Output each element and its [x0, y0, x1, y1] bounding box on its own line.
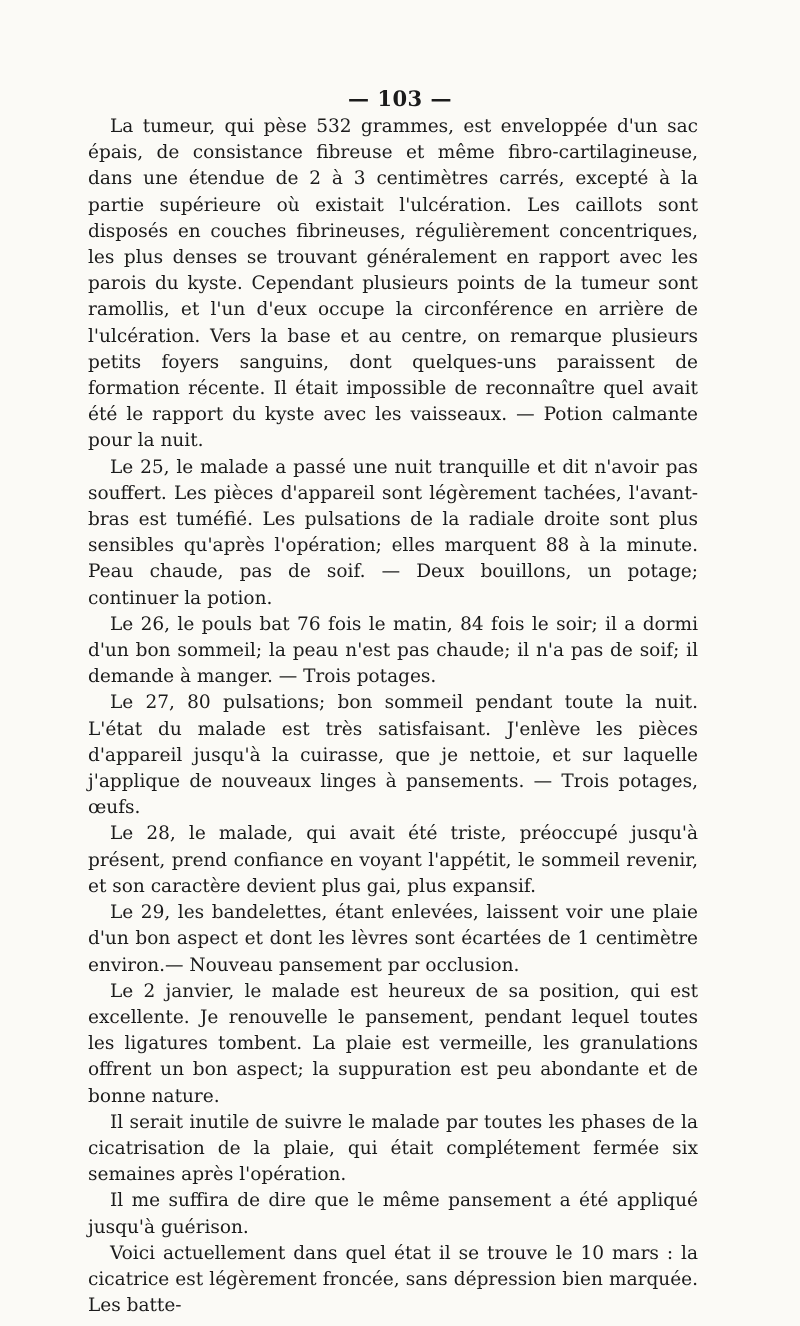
body-text — [88, 114, 698, 1319]
paragraph: Il me suffira de dire que le même pansement a été appliqué jusqu'à guérison. — [88, 1190, 698, 1238]
paragraph: Le 25, le malade a passé une nuit tranquille et dit n'avoir pas souffert. Les pièces d'appareil sont légèrement tachées, l'avant-bras est tuméfié. Les pulsations de la radiale droite sont plus sensibles qu'après l'opération; elles marquent 88 à la minute. Peau chaude, pas de soif. — Deux bouillons, un potage; continuer la potion. — [88, 456, 698, 609]
paragraph: Il serait inutile de suivre le malade par toutes les phases de la cicatrisation de la plaie, qui était complétement fermée six semaines après l'opération. — [88, 1111, 698, 1186]
page-number: — 103 — — [348, 86, 452, 111]
paragraph: Le 26, le pouls bat 76 fois le matin, 84 fois le soir; il a dormi d'un bon sommeil; la peau n'est pas chaude; il n'a pas de soif; il demande à manger. — Trois potages. — [88, 613, 698, 688]
paragraph: Le 28, le malade, qui avait été triste, préoccupé jusqu'à présent, prend confiance en voyant l'appétit, le sommeil revenir, et son caractère devient plus gai, plus expansif. — [88, 823, 698, 897]
paragraph: La tumeur, qui pèse 532 grammes, est enveloppée d'un sac épais, de consistance fibreuse et même fibro-cartilagineuse, dans une étendue de 2 à 3 centimètres carrés, excepté à la partie supérieure où existait l'ulcération. Les caillots sont disposés en couches fibrineuses, régulièrement concentriques, les plus denses se trouvant généralement en rapport avec les parois du kyste. Cependant plusieurs points de la tumeur sont ramollis, et l'un d'eux occupe la circonférence en arrière de l'ulcération. Vers la base et au centre, on remarque plusieurs petits foyers sanguins, dont quelques-uns paraissent de formation récente. Il était impossible de reconnaître quel avait été le rapport du kyste avec les vaisseaux. — Potion calmante pour la nuit. — [88, 116, 698, 452]
paragraph: Le 2 janvier, le malade est heureux de sa position, qui est excellente. Je renouvelle le pansement, pendant lequel toutes les ligatures tombent. La plaie est vermeille, les granulations offrent un bon aspect; la suppuration est peu abondante et de bonne nature. — [88, 980, 698, 1107]
paragraph: Le 29, les bandelettes, étant enlevées, laissent voir une plaie d'un bon aspect et dont les lèvres sont écartées de 1 centimètre environ.— Nouveau pansement par occlusion. — [88, 902, 698, 976]
paragraph: Voici actuellement dans quel état il se trouve le 10 mars : la cicatrice est légèrement froncée, sans dépression bien marquée. Les batte- — [88, 1242, 698, 1317]
paragraph: Le 27, 80 pulsations; bon sommeil pendant toute la nuit. L'état du malade est très satisfaisant. J'enlève les pièces d'appareil jusqu'à la cuirasse, que je nettoie, et sur laquelle j'applique de nouveaux linges à pansements. — Trois potages, œufs. — [88, 692, 698, 819]
